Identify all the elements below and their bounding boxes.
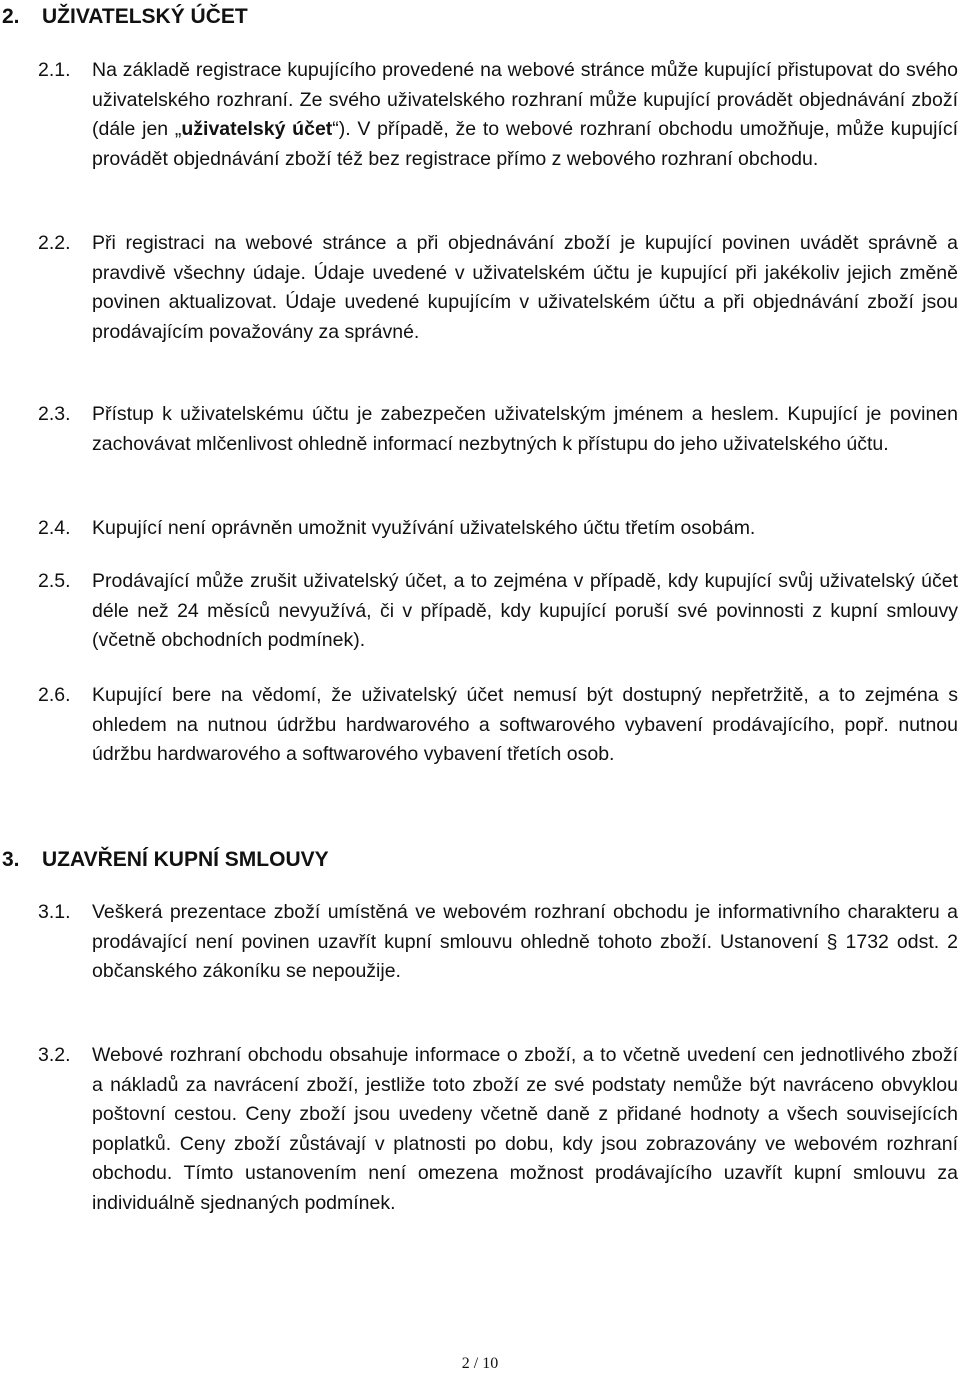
clause-text: Webové rozhraní obchodu obsahuje informace o zboží, a to včetně uvedení cen jednotlivého zboží a nákladů za navrácení zboží, jestliže toto zboží ze své podstaty nemůže být navráceno obvyklou poštovní cestou. Ceny zboží jsou uvedeny včetně daně z přidané hodnoty a všech souvisejících poplatků. Ceny zboží zůstávají v platnosti po dobu, kdy jsou zobrazovány ve webovém rozhraní obchodu. Tímto ustanovením není omezena možnost prodávajícího uzavřít kupní smlouvu za individuálně sjednaných podmínek. xyxy=(92,1044,958,1214)
clause-2-2 xyxy=(0,229,958,347)
clause-number: 2.5. xyxy=(38,570,71,592)
clause-text: Kupující není oprávněn umožnit využívání uživatelského účtu třetím osobám. xyxy=(92,517,756,539)
clause-text-part: Na základě registrace kupujícího provedené na webové stránce může kupující přistupovat do svého uživatelského rozhraní. Ze svého uživatelského rozhraní může kupující provádět objednávání zboží (dále jen „ xyxy=(92,59,958,140)
clause-number: 2.6. xyxy=(38,684,71,706)
clause-text: Kupující bere na vědomí, že uživatelský účet nemusí být dostupný nepřetržitě, a to zejména s ohledem na nutnou údržbu hardwarového a softwarového vybavení prodávajícího, popř. nutnou údržbu hardwarového a softwarového vybavení třetích osob. xyxy=(92,684,958,765)
section-3-number: 3. xyxy=(2,848,20,871)
clause-2-1 xyxy=(0,56,958,174)
section-2-title: UŽIVATELSKÝ ÚČET xyxy=(42,5,248,28)
clause-2-4 xyxy=(0,514,958,544)
clause-text-part: “). V případě, že to webové rozhraní obchodu umožňuje, může kupující provádět objednávání zboží též bez registrace přímo z webového rozhraní obchodu. xyxy=(92,118,958,170)
clause-number: 2.1. xyxy=(38,59,71,81)
clause-text: Prodávající může zrušit uživatelský účet, a to zejména v případě, kdy kupující svůj uživatelský účet déle než 24 měsíců nevyužívá, či v případě, kdy kupující poruší své povinnosti z kupní smlouvy (včetně obchodních podmínek). xyxy=(92,570,958,651)
clause-number: 2.4. xyxy=(38,517,71,539)
clause-number: 3.2. xyxy=(38,1044,71,1066)
clause-2-5 xyxy=(0,567,958,656)
clause-number: 2.2. xyxy=(38,232,71,254)
section-2-heading xyxy=(0,2,248,32)
defined-term: uživatelský účet xyxy=(181,118,333,140)
page-number: 2 / 10 xyxy=(461,1355,499,1372)
clause-text: Přístup k uživatelskému účtu je zabezpečen uživatelským jménem a heslem. Kupující je povinen zachovávat mlčenlivost ohledně informací nezbytných k přístupu do jeho uživatelského účtu. xyxy=(92,403,958,455)
clause-text: Při registraci na webové stránce a při objednávání zboží je kupující povinen uvádět správně a pravdivě všechny údaje. Údaje uvedené v uživatelském účtu je kupující při jakékoliv jejich změně povinen aktualizovat. Údaje uvedené kupujícím v uživatelském účtu a při objednávání zboží jsou prodávajícím považovány za správné. xyxy=(92,232,958,343)
clause-3-1 xyxy=(0,898,958,987)
clause-text: Veškerá prezentace zboží umístěná ve webovém rozhraní obchodu je informativního charakteru a prodávající není povinen uzavřít kupní smlouvu ohledně tohoto zboží. Ustanovení § 1732 odst. 2 občanského zákoníku se nepoužije. xyxy=(92,901,958,982)
section-2-number: 2. xyxy=(2,5,20,28)
clause-2-6 xyxy=(0,681,958,770)
clause-text xyxy=(92,56,958,174)
clause-2-3 xyxy=(0,400,958,459)
section-3-title: UZAVŘENÍ KUPNÍ SMLOUVY xyxy=(42,848,329,871)
section-3-heading xyxy=(0,845,329,875)
clause-number: 2.3. xyxy=(38,403,71,425)
clause-number: 3.1. xyxy=(38,901,71,923)
clause-3-2 xyxy=(0,1041,958,1218)
